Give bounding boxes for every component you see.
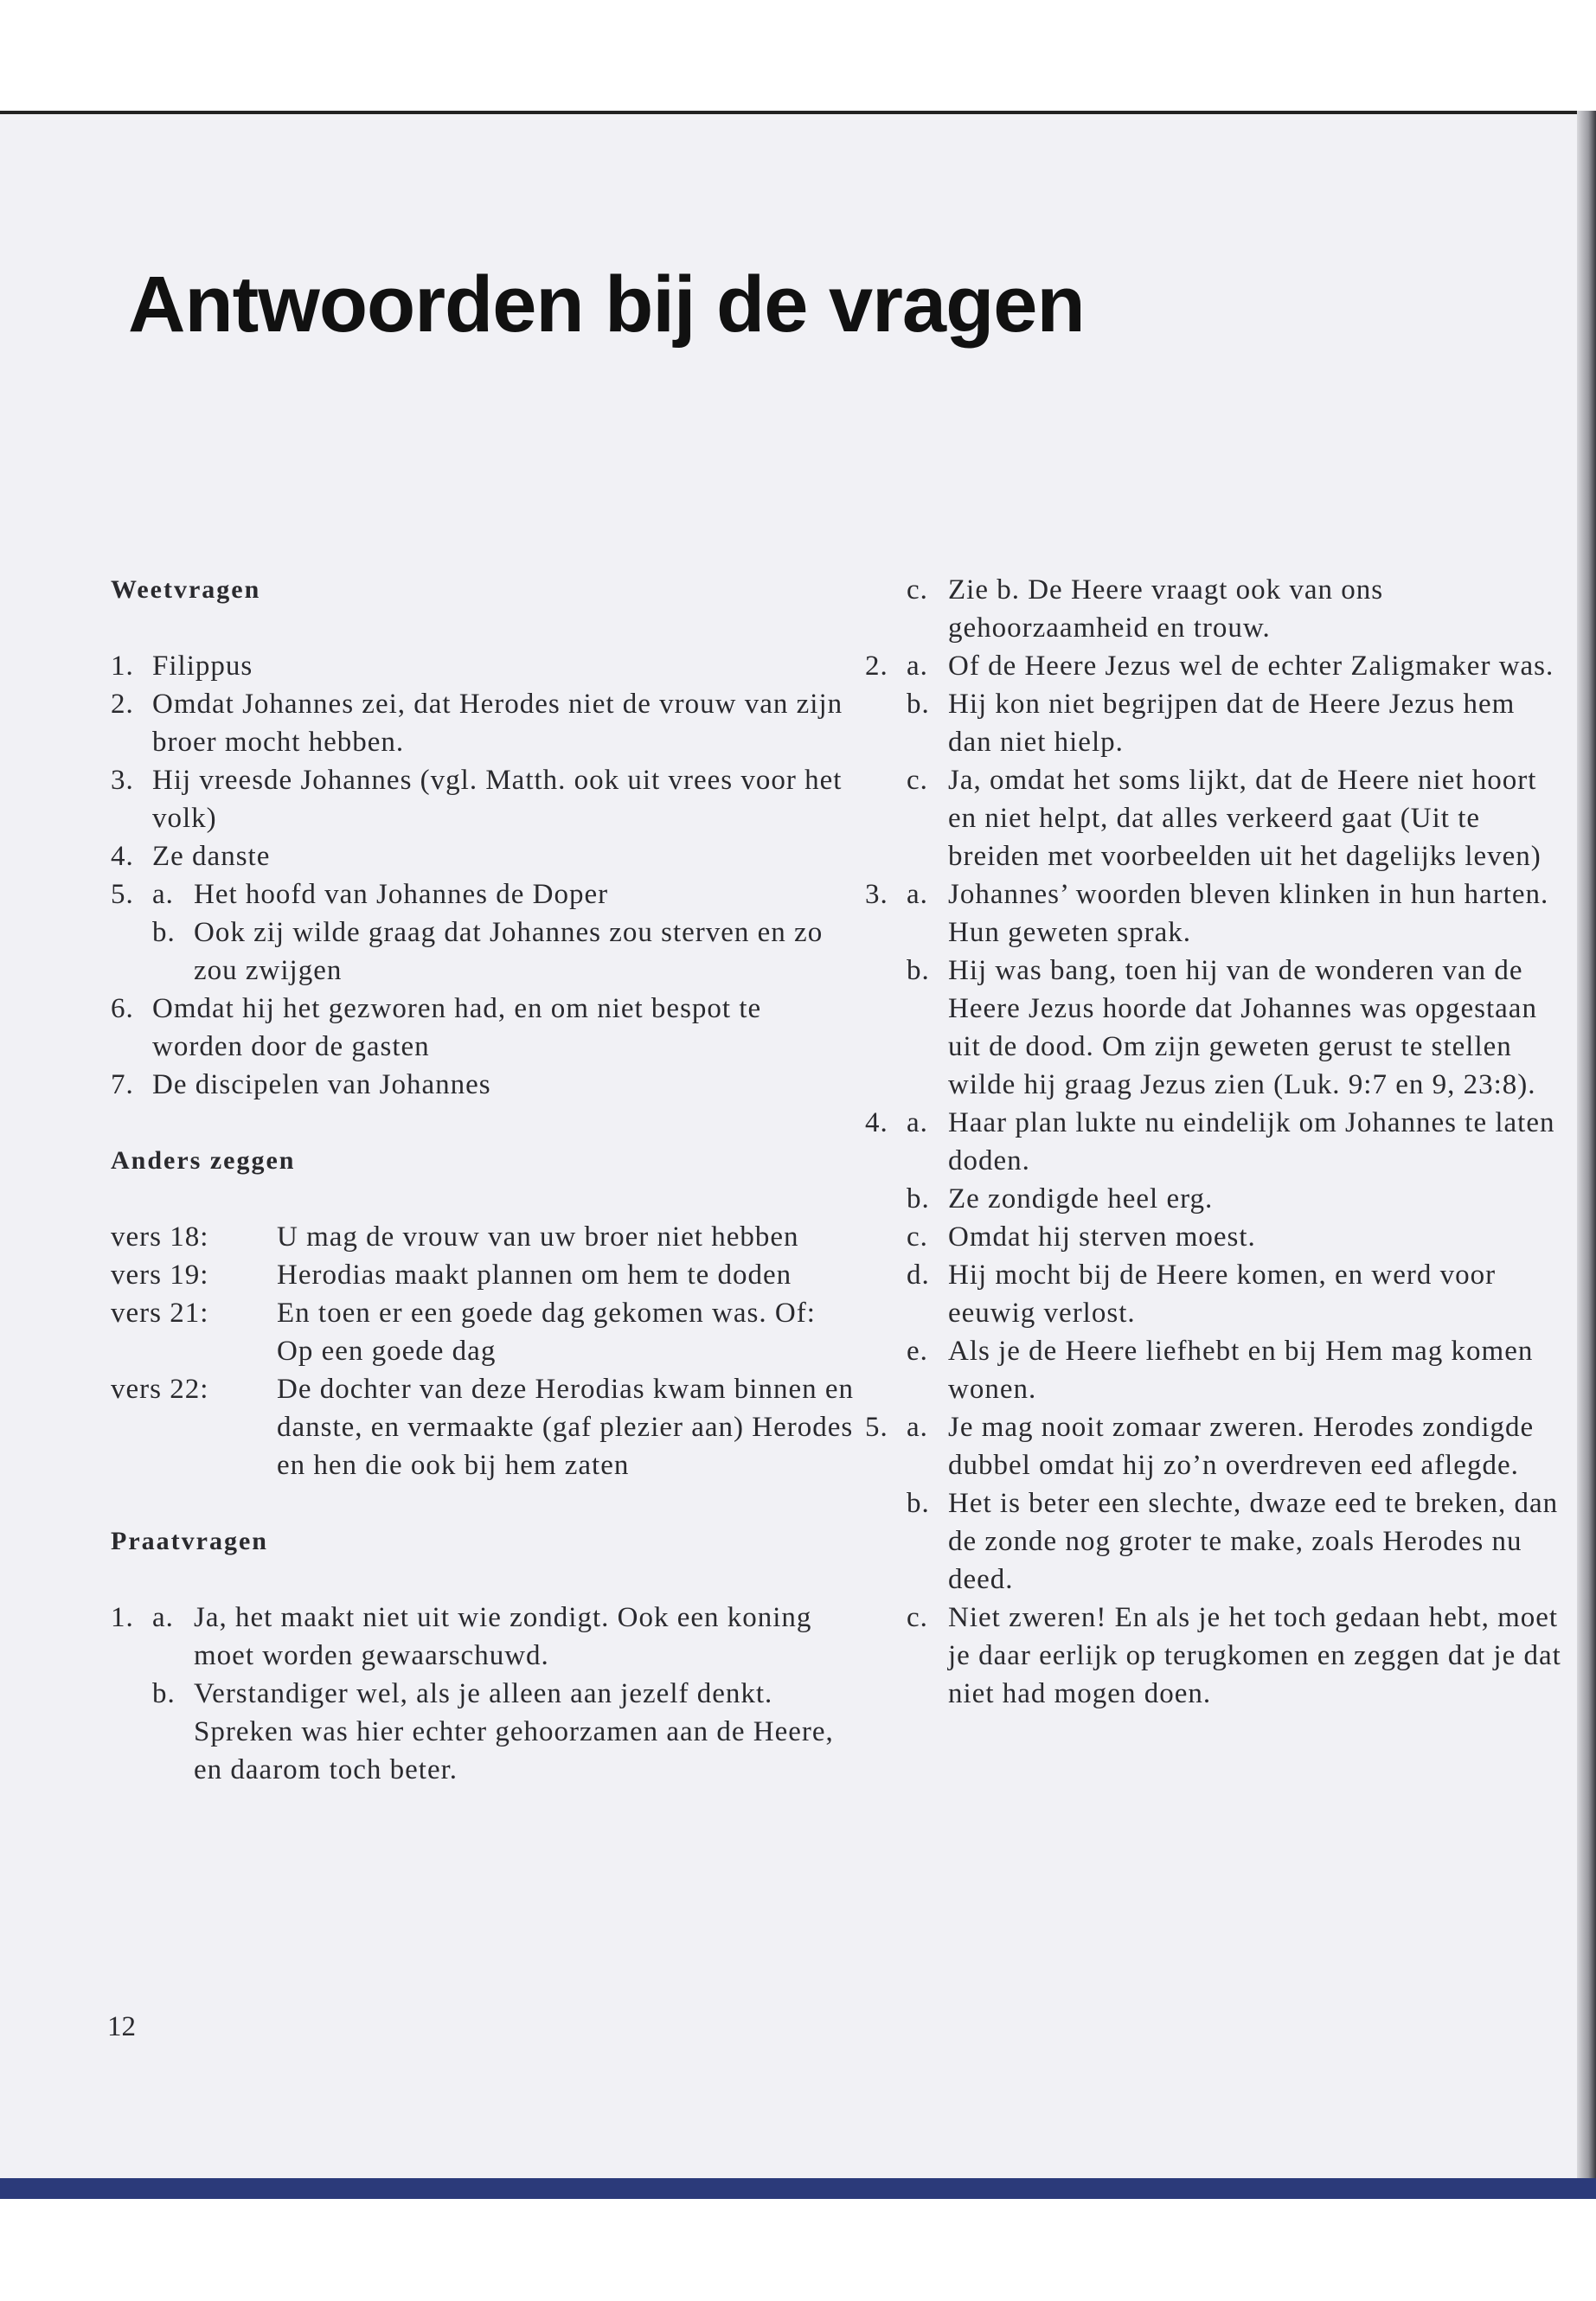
list-item: vers 21: En toen er een goede dag gekomen was. Of: Op een goede dag	[111, 1298, 816, 1367]
praatvragen-heading: Praatvragen	[111, 1527, 268, 1555]
list-subitem: e. Als je de Heere liefhebt en bij Hem mag komen wonen.	[907, 1336, 1534, 1405]
left-column	[111, 571, 855, 1789]
right-column	[865, 571, 1561, 1713]
list-item: 3. a. Johannes’ woorden bleven klinken in hun harten. Hun geweten sprak.	[865, 879, 1549, 948]
list-item: 1. a. Ja, het maakt niet uit wie zondigt. Ook een koning moet worden gewaarschuwd.	[111, 1602, 812, 1671]
list-subitem: b. Hij was bang, toen hij van de wonderen van de Heere Jezus hoorde dat Johannes was opgestaan uit de dood. Om zijn geweten gerust te stellen wilde hij graag Jezus zien (Luk. 9:7 en 9, 23:8).	[907, 955, 1537, 1100]
list-item: 3. Hij vreesde Johannes (vgl. Matth. ook uit vrees voor het volk)	[111, 765, 843, 834]
list-item: vers 19: Herodias maakt plannen om hem te doden	[111, 1259, 792, 1291]
list-subitem: d. Hij mocht bij de Heere komen, en werd voor eeuwig verlost.	[907, 1259, 1497, 1329]
list-subitem: c. Omdat hij sterven moest.	[907, 1221, 1256, 1253]
anders-zeggen-list	[111, 1218, 855, 1484]
praatvragen-list-left	[111, 1599, 855, 1789]
praatvragen-list-right	[865, 571, 1561, 1713]
list-item: 5. a. Het hoofd van Johannes de Doper	[111, 879, 609, 910]
list-item: 4. Ze danste	[111, 841, 271, 872]
list-item: 5. a. Je mag nooit zomaar zweren. Herodes zondigde dubbel omdat hij zo’n overdreven eed aflegde.	[865, 1412, 1535, 1481]
bottom-color-bar	[0, 2178, 1596, 2199]
weetvragen-heading: Weetvragen	[111, 575, 261, 604]
list-item: 7. De discipelen van Johannes	[111, 1069, 491, 1100]
page-number: 12	[107, 2011, 136, 2042]
list-item: 2. a. Of de Heere Jezus wel de echter Zaligmaker was.	[865, 651, 1554, 682]
list-subitem: b. Hij kon niet begrijpen dat de Heere Jezus hem dan niet hielp.	[907, 689, 1516, 758]
list-subitem: c. Zie b. De Heere vraagt ook van ons gehoorzaamheid en trouw.	[907, 574, 1384, 644]
list-item: 2. Omdat Johannes zei, dat Herodes niet de vrouw van zijn broer mocht hebben.	[111, 689, 843, 758]
list-subitem: c. Niet zweren! En als je het toch gedaan hebt, moet je daar eerlijk op terugkomen en zeggen dat je dat niet had mogen doen.	[907, 1602, 1561, 1709]
list-subitem: b. Ook zij wilde graag dat Johannes zou sterven en zo zou zwijgen	[152, 917, 824, 986]
anders-zeggen-heading: Anders zeggen	[111, 1146, 296, 1175]
list-item: 6. Omdat hij het gezworen had, en om niet bespot te worden door de gasten	[111, 993, 762, 1062]
list-subitem: b. Het is beter een slechte, dwaze eed te breken, dan de zonde nog groter te make, zoals Herodes nu deed.	[907, 1488, 1559, 1595]
page-edge-shadow	[1577, 111, 1596, 2187]
list-item: vers 22: De dochter van deze Herodias kwam binnen en danste, en vermaakte (gaf plezier aan) Herodes en hen die ook bij hem zaten	[111, 1374, 855, 1481]
list-item: 4. a. Haar plan lukte nu eindelijk om Johannes te laten doden.	[865, 1107, 1555, 1176]
list-subitem: b. Verstandiger wel, als je alleen aan jezelf denkt. Spreken was hier echter gehoorzamen aan de Heere, en daarom toch beter.	[152, 1678, 834, 1785]
list-subitem: c. Ja, omdat het soms lijkt, dat de Heere niet hoort en niet helpt, dat alles verkeerd gaat (Uit te breiden met voorbeelden uit het dagelijks leven)	[907, 765, 1542, 872]
list-item: 1. Filippus	[111, 651, 253, 682]
weetvragen-list	[111, 647, 855, 1104]
page-title: Antwoorden bij de vragen	[128, 260, 1085, 349]
list-subitem: b. Ze zondigde heel erg.	[907, 1183, 1214, 1215]
list-item: vers 18: U mag de vrouw van uw broer niet hebben	[111, 1221, 799, 1253]
